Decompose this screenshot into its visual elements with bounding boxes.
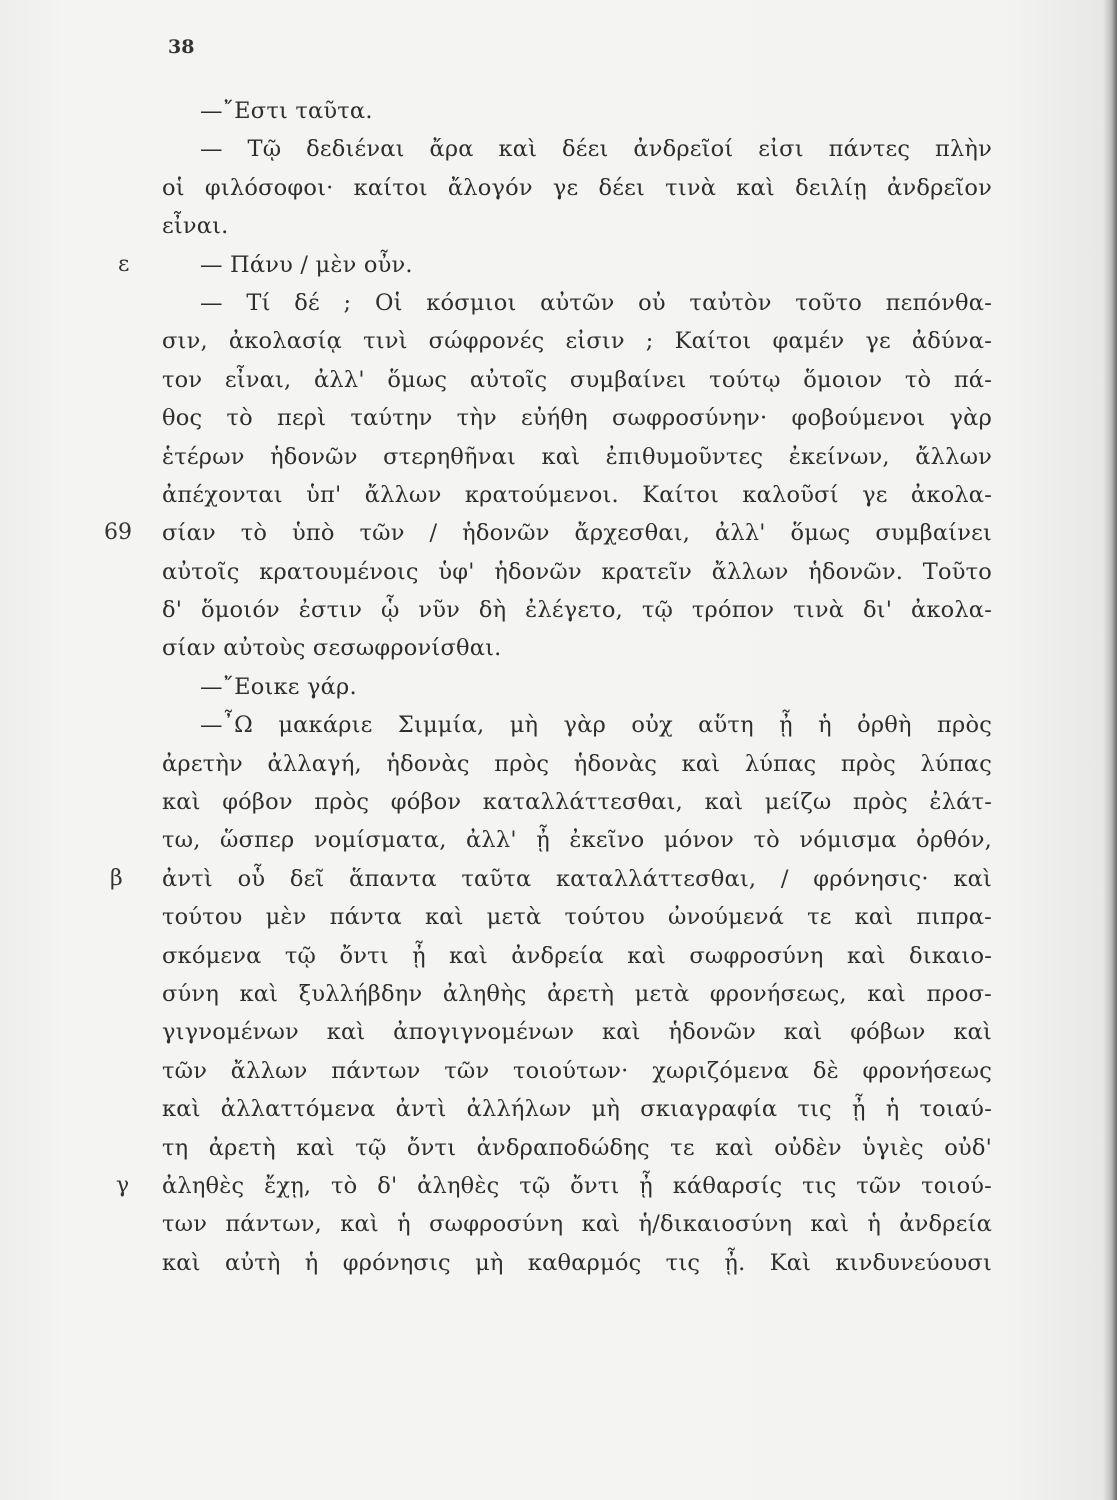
text-line: γιγνομένων καὶ ἀπογιγνομένων καὶ ἡδονῶν καὶ φόβων καὶ <box>162 1019 992 1046</box>
page-edge-shadow <box>1103 0 1117 1500</box>
text-line: τω, ὥσπερ νομίσματα, ἀλλ' ᾖ ἐκεῖνο μόνον τὸ νόμισμα ὀρθόν, <box>162 827 992 854</box>
text-line: καὶ ἀλλαττόμενα ἀντὶ ἀλλήλων μὴ σκιαγραφία τις ᾖ ἡ τοιαύ- <box>162 1096 992 1123</box>
text-line: καὶ αὐτὴ ἡ φρόνησις μὴ καθαρμός τις ᾖ. Καὶ κινδυνεύουσι <box>162 1249 992 1276</box>
text-line: ἑτέρων ἡδονῶν στερηθῆναι καὶ ἐπιθυμοῦντες ἐκείνων, ἄλλων <box>162 443 992 470</box>
text-line: τῶν ἄλλων πάντων τῶν τοιούτων· χωριζόμενα δὲ φρονήσεως <box>162 1057 992 1084</box>
text-line: —῎Εοικε γάρ. <box>200 673 357 700</box>
text-line: δ' ὅμοιόν ἐστιν ᾧ νῦν δὴ ἐλέγετο, τῷ τρόπον τινὰ δι' ἀκολα- <box>162 597 992 624</box>
text-line: τον εἶναι, ἀλλ' ὅμως αὐτοῖς συμβαίνει τούτῳ ὅμοιον τὸ πά- <box>162 366 992 393</box>
text-line: ἀντὶ οὗ δεῖ ἅπαντα ταῦτα καταλλάττεσθαι, / φρόνησις· καὶ <box>162 865 992 892</box>
text-line: ἀρετὴν ἀλλαγή, ἡδονὰς πρὸς ἡδονὰς καὶ λύπας πρὸς λύπας <box>162 750 992 777</box>
text-line: σίαν τὸ ὑπὸ τῶν / ἡδονῶν ἄρχεσθαι, ἀλλ' ὅμως συμβαίνει <box>162 520 992 547</box>
text-line: θος τὸ περὶ ταύτην τὴν εὐήθη σωφροσύνην· φοβούμενοι γὰρ <box>162 405 992 432</box>
text-line: — Πάνυ / μὲν οὖν. <box>200 251 413 278</box>
text-line: σύνη καὶ ξυλλήβδην ἀληθὴς ἀρετὴ μετὰ φρονήσεως, καὶ προσ- <box>162 980 992 1007</box>
margin-mark: β <box>110 866 123 891</box>
text-line: —῏Ω μακάριε Σιμμία, μὴ γὰρ οὐχ αὕτη ᾖ ἡ ὀρθὴ πρὸς <box>200 712 992 739</box>
text-line: ἀπέχονται ὑπ' ἄλλων κρατούμενοι. Καίτοι καλοῦσί γε ἀκολα- <box>162 481 992 508</box>
page-number: 38 <box>168 36 195 58</box>
text-line: τη ἀρετὴ καὶ τῷ ὄντι ἀνδραποδώδης τε καὶ οὐδὲν ὑγιὲς οὐδ' <box>162 1134 992 1161</box>
text-line: ἀληθὲς ἔχῃ, τὸ δ' ἀληθὲς τῷ ὄντι ᾖ κάθαρσίς τις τῶν τοιού- <box>162 1172 992 1199</box>
text-line: — Τί δέ ; Οἱ κόσμιοι αὐτῶν οὐ ταὐτὸν τοῦτο πεπόνθα- <box>200 289 992 316</box>
margin-mark: 69 <box>104 520 132 546</box>
margin-mark: γ <box>116 1173 130 1199</box>
text-line: σιν, ἀκολασίᾳ τινὶ σώφρονές εἰσιν ; Καίτοι φαμέν γε ἀδύνα- <box>162 328 992 355</box>
text-line: εἶναι. <box>162 213 229 240</box>
text-line: σίαν αὐτοὺς σεσωφρονίσθαι. <box>162 635 502 662</box>
text-line: οἱ φιλόσοφοι· καίτοι ἄλογόν γε δέει τινὰ καὶ δειλίῃ ἀνδρεῖον <box>162 174 992 201</box>
text-line: καὶ φόβον πρὸς φόβον καταλλάττεσθαι, καὶ μείζω πρὸς ἐλάτ- <box>162 789 992 816</box>
text-line: —῎Εστι ταῦτα. <box>200 98 373 124</box>
text-line: τούτου μὲν πάντα καὶ μετὰ τούτου ὠνούμενά τε καὶ πιπρα- <box>162 904 992 931</box>
text-line: σκόμενα τῷ ὄντι ᾖ καὶ ἀνδρεία καὶ σωφροσύνη καὶ δικαιο- <box>162 942 992 969</box>
text-line: αὐτοῖς κρατουμένοις ὑφ' ἡδονῶν κρατεῖν ἄλλων ἡδονῶν. Τοῦτο <box>162 558 992 585</box>
text-line: των πάντων, καὶ ἡ σωφροσύνη καὶ ἡ/δικαιοσύνη καὶ ἡ ἀνδρεία <box>162 1211 992 1238</box>
margin-mark: ε <box>118 251 130 277</box>
text-line: — Τῷ δεδιέναι ἄρα καὶ δέει ἀνδρεῖοί εἰσι πάντες πλὴν <box>200 136 992 163</box>
greek-text-block <box>162 92 992 1282</box>
